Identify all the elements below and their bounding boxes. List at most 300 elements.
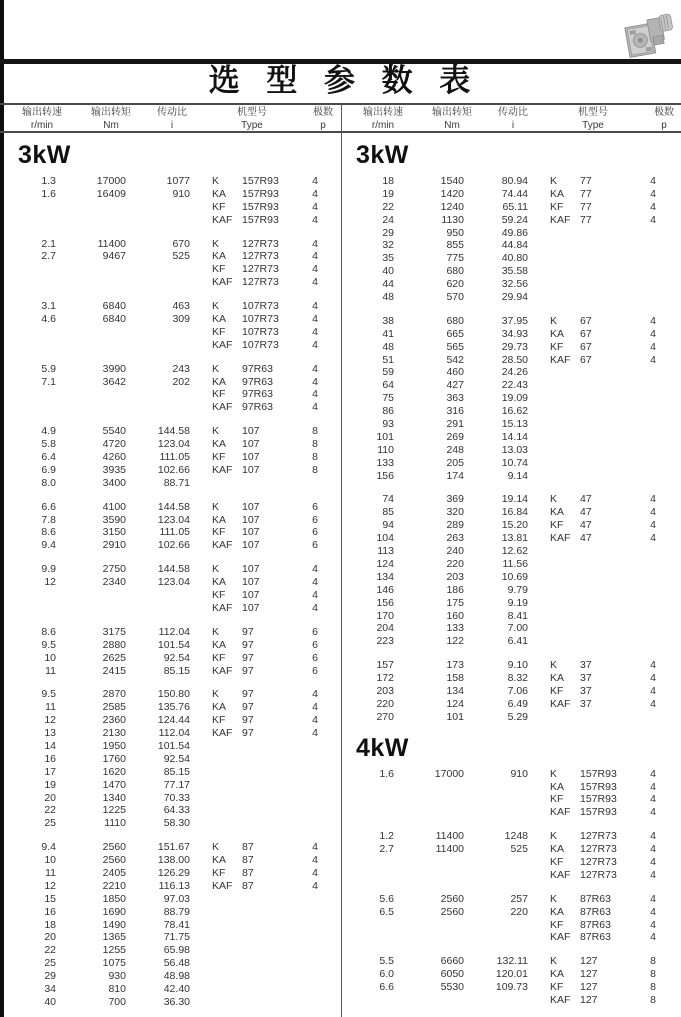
type-prefix: KF [550, 200, 564, 213]
type-prefix: KA [212, 313, 227, 326]
poles-cell: 4 [650, 892, 656, 905]
column-gap [528, 843, 550, 856]
poles-cell: 4 [650, 672, 656, 685]
ratio-cell: 111.05 [159, 526, 190, 539]
poles-cell: 4 [312, 263, 318, 276]
type-prefix: K [212, 237, 220, 250]
ratio-cell [126, 602, 190, 615]
poles-cell [300, 931, 330, 944]
type-prefix: KAF [550, 353, 571, 366]
column-gap [528, 931, 550, 944]
type-model: 157R93 [242, 213, 279, 226]
torque-cell [56, 602, 126, 615]
type-prefix: KAF [212, 338, 233, 351]
ratio-cell: 126.29 [157, 866, 190, 879]
poles-cell: 4 [312, 388, 318, 401]
type-prefix: KF [550, 918, 564, 931]
column-gap [528, 405, 550, 418]
column-gap [190, 753, 212, 766]
table-row [4, 276, 341, 289]
type-cell [212, 906, 300, 919]
torque-cell: 1240 [440, 200, 464, 213]
type-cell [212, 931, 300, 944]
ratio-cell: 257 [510, 892, 528, 905]
speed-cell: 203 [376, 684, 394, 697]
poles-cell: 8 [312, 451, 318, 464]
poles-cell: 4 [650, 213, 656, 226]
ratio-cell: 65.98 [163, 944, 190, 957]
type-cell [550, 659, 638, 672]
ratio-cell [464, 781, 528, 794]
type-cell [212, 626, 300, 639]
poles-cell [300, 792, 330, 805]
column-gap [528, 315, 550, 328]
table-row [4, 563, 341, 576]
header-speed [4, 106, 80, 132]
type-cell [212, 188, 300, 201]
header-poles-zh: 极数 [654, 107, 674, 118]
torque-cell: 6840 [102, 300, 126, 313]
ratio-cell: 102.66 [157, 463, 190, 476]
column-gap [528, 597, 550, 610]
table-row [4, 714, 341, 727]
poles-cell [638, 291, 668, 304]
ratio-cell: 10.74 [501, 456, 528, 469]
table-row [4, 188, 341, 201]
speed-cell: 11 [45, 701, 56, 714]
type-cell [550, 493, 638, 506]
speed-cell: 3.1 [41, 300, 56, 313]
type-model: 107R73 [242, 300, 279, 313]
type-model: 127R73 [580, 855, 617, 868]
column-gap [190, 175, 212, 188]
torque-cell [394, 931, 464, 944]
type-cell [212, 957, 300, 970]
column-gap [528, 392, 550, 405]
column-gap [190, 576, 212, 589]
column-gap [190, 201, 212, 214]
torque-cell: 620 [446, 278, 464, 291]
torque-cell: 4260 [102, 451, 126, 464]
type-prefix: KF [212, 866, 226, 879]
torque-cell: 5540 [102, 425, 126, 438]
type-prefix: KA [212, 513, 227, 526]
poles-cell: 8 [312, 425, 318, 438]
table-row [4, 867, 341, 880]
speed-cell [4, 589, 56, 602]
speed-cell: 18 [382, 175, 394, 187]
poles-cell [300, 740, 330, 753]
table-row [4, 539, 341, 552]
speed-cell [342, 781, 394, 794]
column-gap [528, 175, 550, 188]
type-model: 157R93 [580, 806, 617, 819]
poles-cell [300, 477, 330, 490]
column-gap [528, 265, 550, 278]
type-prefix: K [550, 767, 558, 780]
ratio-cell: 13.03 [501, 443, 528, 456]
ratio-cell: 6.49 [507, 697, 528, 710]
poles-cell: 4 [312, 338, 318, 351]
type-cell [550, 955, 638, 968]
ratio-cell [464, 793, 528, 806]
speed-cell: 75 [382, 392, 394, 405]
column-gap [528, 519, 550, 532]
type-cell [212, 339, 300, 352]
ratio-cell: 88.79 [163, 905, 190, 918]
type-model: 77 [580, 187, 592, 200]
type-cell [212, 250, 300, 263]
ratio-group [342, 493, 679, 648]
table-row [4, 626, 341, 639]
poles-cell: 4 [650, 340, 656, 353]
type-prefix: KA [550, 672, 565, 685]
ratio-cell: 8.32 [507, 672, 528, 685]
poles-cell: 4 [312, 866, 318, 879]
type-prefix: KAF [212, 879, 233, 892]
ratio-cell: 144.58 [157, 500, 190, 513]
header-poles-unit: p [661, 120, 667, 131]
ratio-cell [126, 201, 190, 214]
speed-cell [4, 401, 56, 414]
poles-cell: 4 [312, 854, 318, 867]
torque-cell: 3175 [102, 625, 126, 638]
poles-cell: 4 [650, 905, 656, 918]
speed-cell: 12 [44, 576, 56, 589]
ratio-group [4, 175, 341, 227]
type-cell [550, 545, 638, 558]
ratio-cell: 19.14 [501, 493, 528, 506]
header-type-zh: 机型号 [237, 107, 267, 118]
table-row [4, 526, 341, 539]
ratio-cell [464, 919, 528, 932]
ratio-cell: 9.79 [507, 583, 528, 596]
table-column-right [342, 136, 679, 1017]
torque-cell: 11400 [435, 830, 464, 843]
type-prefix: KAF [212, 664, 233, 677]
torque-cell: 2360 [102, 714, 126, 727]
torque-cell: 2415 [102, 664, 126, 677]
type-model: 97R63 [242, 362, 273, 375]
torque-cell: 1850 [102, 892, 126, 905]
type-prefix: KA [550, 187, 565, 200]
table-row [342, 584, 679, 597]
speed-cell: 156 [376, 469, 394, 482]
torque-cell: 186 [446, 583, 464, 596]
column-gap [190, 688, 212, 701]
poles-cell: 4 [312, 375, 318, 388]
column-gap [190, 931, 212, 944]
torque-cell: 122 [446, 635, 464, 648]
torque-cell: 269 [446, 430, 464, 443]
type-prefix: KA [212, 638, 227, 651]
table-row [342, 493, 679, 506]
torque-cell [56, 339, 126, 352]
torque-cell: 1075 [102, 957, 126, 970]
poles-cell [638, 711, 668, 724]
ratio-cell: 243 [172, 362, 190, 375]
table-row [342, 278, 679, 291]
ratio-cell [126, 263, 190, 276]
ratio-cell: 34.93 [501, 327, 528, 340]
poles-cell: 4 [312, 237, 318, 250]
header-poles-zh: 极数 [313, 107, 333, 118]
torque-cell [56, 201, 126, 214]
column-gap [528, 493, 550, 506]
torque-cell: 542 [446, 353, 464, 366]
poles-cell [300, 996, 330, 1009]
ratio-cell: 65.11 [502, 200, 528, 213]
column-gap [528, 711, 550, 724]
poles-cell: 4 [312, 714, 318, 727]
poles-cell: 6 [312, 500, 318, 513]
table-row [342, 431, 679, 444]
poles-cell [300, 893, 330, 906]
column-gap [190, 326, 212, 339]
poles-cell: 4 [312, 601, 318, 614]
speed-cell: 270 [376, 710, 394, 723]
ratio-cell [126, 214, 190, 227]
column-gap [528, 659, 550, 672]
type-prefix: KF [212, 651, 226, 664]
table-row [4, 970, 341, 983]
type-cell [212, 263, 300, 276]
table-row [342, 685, 679, 698]
ratio-group [342, 893, 679, 945]
speed-cell: 157 [376, 659, 394, 672]
type-cell [550, 291, 638, 304]
type-cell [212, 602, 300, 615]
ratio-group [342, 830, 679, 882]
torque-cell: 1470 [102, 778, 126, 791]
poles-cell: 4 [312, 300, 318, 313]
poles-cell: 4 [650, 793, 656, 806]
table-row [4, 401, 341, 414]
ratio-cell [126, 326, 190, 339]
table-row [4, 727, 341, 740]
type-cell [212, 300, 300, 313]
torque-cell: 427 [446, 379, 464, 392]
torque-cell: 133 [446, 622, 464, 635]
type-prefix: KAF [550, 697, 571, 710]
torque-cell: 775 [446, 252, 464, 265]
ratio-cell: 24.26 [501, 366, 528, 379]
table-row [4, 175, 341, 188]
poles-cell [638, 571, 668, 584]
table-row [342, 328, 679, 341]
header-ratio [483, 106, 543, 132]
torque-cell: 11400 [435, 843, 464, 856]
ratio-cell: 910 [510, 767, 528, 780]
torque-cell: 220 [446, 557, 464, 570]
type-cell [550, 457, 638, 470]
ratio-cell: 132.11 [496, 955, 528, 968]
ratio-cell [464, 869, 528, 882]
poles-cell: 4 [312, 841, 318, 854]
type-prefix: KF [212, 388, 226, 401]
torque-cell: 700 [108, 995, 126, 1008]
speed-cell: 124 [376, 557, 394, 570]
torque-cell: 4720 [102, 438, 126, 451]
poles-cell: 6 [312, 664, 318, 677]
poles-cell [300, 753, 330, 766]
speed-cell: 12 [44, 714, 56, 727]
ratio-group [342, 955, 679, 1007]
torque-cell: 124 [446, 697, 464, 710]
poles-cell: 4 [650, 506, 656, 519]
speed-cell: 11 [45, 664, 56, 677]
ratio-cell: 910 [172, 187, 190, 200]
torque-cell [394, 856, 464, 869]
header-type [543, 106, 643, 132]
table-row [342, 793, 679, 806]
table-row [342, 672, 679, 685]
type-prefix: K [212, 625, 220, 638]
torque-cell: 1950 [102, 739, 126, 752]
header-poles [643, 106, 681, 132]
torque-cell: 1225 [102, 804, 126, 817]
type-cell [550, 685, 638, 698]
torque-cell [394, 781, 464, 794]
table-row [4, 501, 341, 514]
table-row [342, 291, 679, 304]
type-model: 107 [242, 576, 260, 589]
type-cell [550, 968, 638, 981]
poles-cell: 4 [650, 187, 656, 200]
type-cell [550, 431, 638, 444]
table-row [342, 366, 679, 379]
poles-cell [300, 919, 330, 932]
type-cell [550, 405, 638, 418]
type-cell [550, 597, 638, 610]
ratio-cell: 123.04 [157, 438, 190, 451]
speed-cell: 9.4 [41, 539, 56, 552]
column-gap [190, 313, 212, 326]
torque-cell: 3400 [102, 476, 126, 489]
speed-cell [342, 793, 394, 806]
column-gap [528, 532, 550, 545]
poles-cell: 4 [650, 659, 656, 672]
ratio-cell: 48.98 [163, 970, 190, 983]
speed-cell: 5.6 [379, 892, 394, 905]
table-row [4, 339, 341, 352]
type-prefix: KF [212, 263, 226, 276]
torque-cell [394, 869, 464, 882]
type-prefix: KAF [212, 727, 233, 740]
type-cell [550, 354, 638, 367]
torque-cell: 363 [446, 392, 464, 405]
column-gap [528, 793, 550, 806]
column-gap [528, 278, 550, 291]
type-cell [550, 981, 638, 994]
column-gap [190, 388, 212, 401]
poles-cell [638, 622, 668, 635]
ratio-cell: 9.14 [507, 469, 528, 482]
column-gap [528, 698, 550, 711]
speed-cell: 19 [382, 187, 394, 200]
table-row [4, 514, 341, 527]
type-cell [550, 768, 638, 781]
table-row [342, 532, 679, 545]
type-model: 157R93 [242, 187, 279, 200]
ratio-group [4, 563, 341, 615]
header-ratio [142, 106, 202, 132]
table-row [4, 214, 341, 227]
speed-cell: 8.6 [41, 526, 56, 539]
type-model: 97R63 [242, 388, 273, 401]
ratio-cell: 9.10 [507, 659, 528, 672]
ratio-cell: 70.33 [163, 791, 190, 804]
type-model: 47 [580, 493, 592, 506]
ratio-cell: 144.58 [157, 425, 190, 438]
type-cell [550, 366, 638, 379]
ratio-cell [464, 856, 528, 869]
poles-cell: 6 [312, 526, 318, 539]
table-row [4, 688, 341, 701]
column-gap [190, 589, 212, 602]
speed-cell: 24 [382, 213, 394, 226]
ratio-cell: 1077 [166, 175, 190, 187]
torque-cell: 174 [446, 469, 464, 482]
type-cell [550, 278, 638, 291]
type-cell [212, 388, 300, 401]
table-row [4, 464, 341, 477]
speed-cell: 9.9 [41, 563, 56, 576]
type-cell [550, 635, 638, 648]
table-row [4, 652, 341, 665]
type-cell [212, 880, 300, 893]
type-model: 127 [580, 968, 598, 981]
type-cell [550, 519, 638, 532]
speed-cell: 172 [376, 672, 394, 685]
speed-cell: 1.2 [379, 830, 394, 843]
poles-cell [638, 558, 668, 571]
type-cell [550, 315, 638, 328]
type-cell [550, 470, 638, 483]
table-row [342, 265, 679, 278]
type-prefix: KAF [550, 806, 571, 819]
torque-cell: 4100 [102, 500, 126, 513]
speed-cell: 2.7 [41, 250, 56, 263]
table-row [342, 470, 679, 483]
type-model: 87R63 [580, 918, 611, 931]
table-row [342, 869, 679, 882]
column-gap [528, 291, 550, 304]
poles-cell: 4 [650, 684, 656, 697]
column-gap [528, 768, 550, 781]
type-cell [212, 893, 300, 906]
table-header-left [4, 106, 341, 132]
table-row [342, 175, 679, 188]
column-gap [190, 727, 212, 740]
speed-cell: 85 [382, 506, 394, 519]
type-cell [212, 326, 300, 339]
type-cell [550, 506, 638, 519]
column-gap [528, 968, 550, 981]
column-gap [528, 856, 550, 869]
table-row [4, 817, 341, 830]
speed-cell: 8.6 [41, 625, 56, 638]
column-gap [190, 740, 212, 753]
type-prefix: K [550, 493, 558, 506]
type-model: 77 [580, 175, 592, 187]
table-row [4, 451, 341, 464]
type-prefix: KA [212, 576, 227, 589]
torque-cell: 2210 [102, 879, 126, 892]
torque-cell: 930 [108, 970, 126, 983]
speed-cell: 146 [376, 583, 394, 596]
table-row [342, 457, 679, 470]
